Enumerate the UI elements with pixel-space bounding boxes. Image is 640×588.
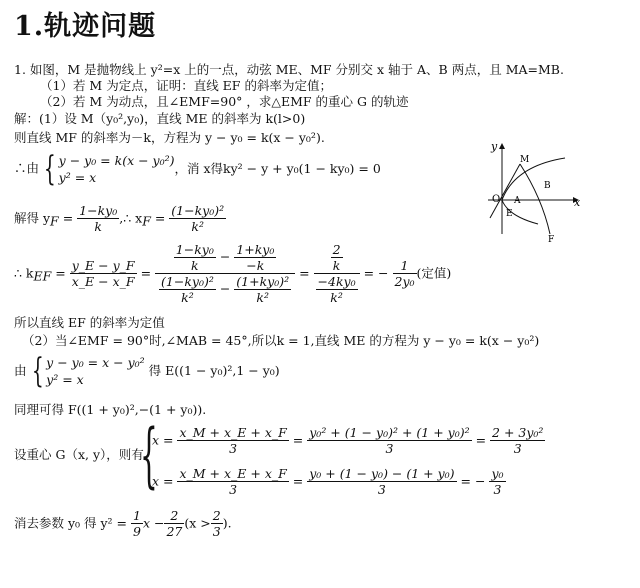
yf-den: k xyxy=(94,219,102,234)
gx-f1-den: 3 xyxy=(229,441,238,456)
gx-f2-den: 3 xyxy=(385,441,394,456)
parabola-figure xyxy=(470,136,620,246)
gx-f1-num: x_M + x_E + x_F xyxy=(179,425,287,440)
system-1-eq-b: y² = x xyxy=(58,170,97,185)
left-brace-icon: { xyxy=(140,414,158,496)
final-f2-num: 2 xyxy=(164,508,184,524)
system-2 xyxy=(14,351,280,391)
centroid-y: x = $\frac{x\_M + x\_E + x\_F}{3}$ = $\frac{\text{y₀ + (1 − y₀) − (1 + y₀)}}{3}$ = − $\frac{\text{y₀}}{3}$ xyxy=(152,466,504,497)
origin-label: O xyxy=(492,194,501,205)
system-2-eq-b: y² = x xyxy=(46,372,84,387)
gy-f1-num: x_M + x_E + x_F xyxy=(179,466,287,481)
centroid-label: 设重心 G（x, y），则有 xyxy=(14,447,144,462)
xf-fraction xyxy=(169,203,226,234)
kef-f2-db-den: k² xyxy=(256,290,269,305)
xf-den: k² xyxy=(191,219,205,234)
solution-final xyxy=(14,508,232,539)
system-2-prefix: 由 xyxy=(14,363,27,378)
kef-frac-3 xyxy=(314,242,360,305)
kef-frac-2: $\frac{\text{1−ky₀}}{k}$ − $\frac{\text{1+ky₀}}{-k}$ $\frac{\text{(1−ky₀)²}}{\text{k²}}$ − $\frac{\text{(1+ky₀)²}}{\text{k²}}$ xyxy=(155,242,295,305)
y-axis-label: y xyxy=(491,140,498,153)
system-1-suffix: ，消 x得ky² − y + y₀(1 − ky₀) = 0 xyxy=(174,161,381,176)
final-mid: x − xyxy=(142,515,165,531)
yf-eq: = xyxy=(58,210,78,226)
gx-prefix: x = xyxy=(152,432,178,448)
kef-f2-nb-num: 1+ky₀ xyxy=(236,242,275,257)
system-2-eq-a: y − y₀ = x − y₀² xyxy=(46,355,145,370)
solution-yf-xf xyxy=(14,203,226,234)
kef-f3-n-num: 2 xyxy=(332,242,341,257)
problem-part1: （1）若 M 为定点，证明：直线 EF 的斜率为定值； xyxy=(40,78,332,93)
final-f2-den: 27 xyxy=(166,524,183,539)
left-brace-icon: { xyxy=(31,351,44,391)
kef-f2-da-num: (1−ky₀)² xyxy=(161,274,214,289)
gy-f2-den: 3 xyxy=(377,482,386,497)
point-a-label: A xyxy=(514,196,521,206)
kef-f3-n-den: k xyxy=(332,258,341,273)
xf-eq: = xyxy=(150,210,170,226)
kef-frac-1-num: y_E − y_F xyxy=(71,258,135,273)
system-1-prefix: ∴由 xyxy=(14,160,40,176)
solution-line-7: （2）当∠EMF = 90°时,∠MAB = 45°,所以k = 1,直线 ME 的方程为 y − y₀ = k(x − y₀²) xyxy=(22,333,540,348)
kef-f2-nb-den: −k xyxy=(246,258,265,273)
kef-f2-da-den: k² xyxy=(181,290,194,305)
kef-sub: EF xyxy=(33,268,52,284)
problem-part2: （2）若 M 为动点，且∠EMF=90° ，求△EMF 的重心 G 的轨迹 xyxy=(40,94,409,109)
xf-num: (1−ky₀)² xyxy=(171,203,225,218)
final-f1-num: 1 xyxy=(133,508,141,523)
kef-f3-d-den: k² xyxy=(330,290,343,305)
kef-f2-na-num: 1−ky₀ xyxy=(175,242,214,257)
solution-kef: ∴ $k_{EF}$ = $\frac{y\_E - y\_F}{x\_E - x\_F}$ = $\frac{\text{1−ky₀}}{k}$ − $\frac{\text{1+ky₀}}{-k}$ $\frac{\text{(1−ky₀)²}}{\text{k²}}$ − $\frac{\text{(1+ky₀)²}}{\text{k²}}$ = $\frac{\frac{2}{k}}{\frac{\text{−4ky₀}}{\text{k²}}}$ = − $\frac{1}{\text{2y₀}}$ (定值) xyxy=(14,242,452,305)
solution-line-6: 所以直线 EF 的斜率为定值 xyxy=(14,315,165,330)
yf-num: 1−ky₀ xyxy=(79,203,118,218)
xf-prefix: ,∴ x xyxy=(119,210,143,226)
gy-prefix: x = xyxy=(152,473,178,489)
kef-f2-db-num: (1+ky₀)² xyxy=(236,274,290,289)
solution-line-2: 则直线 MF 的斜率为－k，方程为 y − y₀ = k(x − y₀²). xyxy=(14,130,325,145)
left-brace-icon: { xyxy=(43,149,56,189)
gy-f3-num: y₀ xyxy=(491,466,504,481)
system-1-eq-a: y − y₀ = k(x − y₀²) xyxy=(58,153,175,168)
kef-tag: (定值) xyxy=(416,265,452,281)
gx-f3-num: 2 + 3y₀² xyxy=(492,425,544,440)
gx-f2-num: y₀² + (1 − y₀)² + (1 + y₀)² xyxy=(309,425,470,440)
kef-frac-1 xyxy=(70,258,137,289)
point-e-label: E xyxy=(506,209,513,219)
kef-f2-na-den: k xyxy=(191,258,199,273)
page-title: 1.轨迹问题 xyxy=(14,11,157,42)
final-f1-den: 9 xyxy=(133,524,141,539)
chord-me xyxy=(490,164,520,218)
centroid-x: x = $\frac{x\_M + x\_E + x\_F}{3}$ = $\frac{\text{y₀² + (1 − y₀)² + (1 + y₀)²}}{3}$ = $\frac{\text{2 + 3y₀²}}{3}$ xyxy=(152,425,544,456)
xf-sub: F xyxy=(142,213,151,229)
kef-result-num: 1 xyxy=(393,258,417,274)
kef-result xyxy=(393,258,417,289)
kef-result-den: 2y₀ xyxy=(394,274,415,289)
gy-f1-den: 3 xyxy=(229,482,238,497)
yf-prefix: 解得 y xyxy=(14,210,51,226)
gx-f3-den: 3 xyxy=(513,441,522,456)
kef-frac-1-den: x_E − x_F xyxy=(71,274,135,289)
problem-stem: 1. 如图，M 是抛物线上 y²=x 上的一点，动弦 ME、MF 分别交 x 轴于 A、B 两点，且 MA=MB. xyxy=(14,62,564,77)
final-cond-prefix: (x > xyxy=(184,515,211,531)
solution-line-1: 解：(1）设 M（y₀²,y₀)，直线 ME 的斜率为 k(l>0) xyxy=(14,111,306,126)
final-prefix: 消去参数 y₀ 得 y² = xyxy=(14,515,131,531)
system-1 xyxy=(14,149,381,189)
point-b-label: B xyxy=(544,181,551,191)
yf-fraction xyxy=(77,203,119,234)
point-m-label: M xyxy=(520,155,530,165)
gy-f2-num: y₀ + (1 − y₀) − (1 + y₀) xyxy=(309,466,455,481)
final-f3-num: 2 xyxy=(212,508,221,523)
final-f3-den: 3 xyxy=(212,524,221,539)
system-2-suffix: 得 E((1 − y₀)²,1 − y₀) xyxy=(144,363,280,378)
solution-line-9: 同理可得 F((1 + y₀)²,−(1 + y₀)). xyxy=(14,402,207,417)
final-cond-suffix: ). xyxy=(222,515,232,531)
gy-f3-den: 3 xyxy=(493,482,502,497)
point-f-label: F xyxy=(548,235,555,245)
kef-f3-d-num: −4ky₀ xyxy=(317,274,356,289)
yf-sub: F xyxy=(50,213,59,229)
x-axis-label: x xyxy=(574,196,581,209)
kef-prefix: ∴ k xyxy=(14,265,34,281)
